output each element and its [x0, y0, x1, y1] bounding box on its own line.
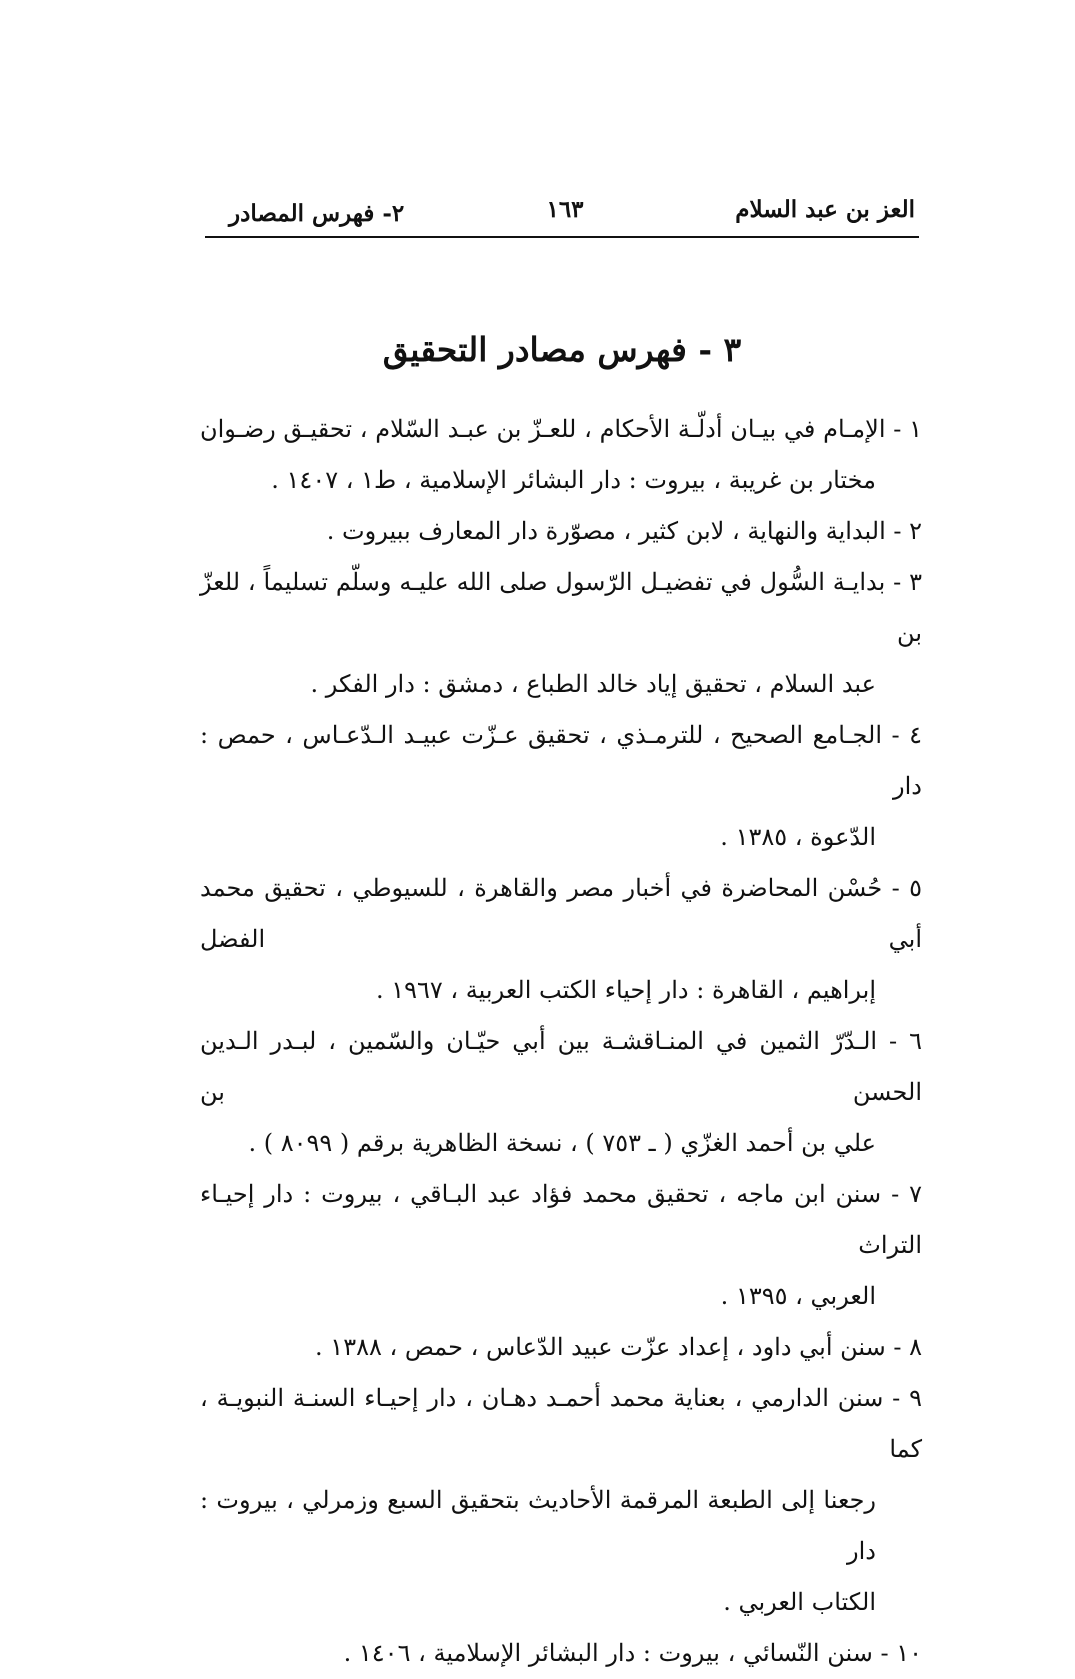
entry-number: ٣	[909, 568, 922, 596]
entry-number: ٢	[909, 517, 922, 545]
entry-number: ٨	[909, 1333, 922, 1361]
entry-text: - الجـامع الصحيح ، للترمـذي ، تحقيق عـزّت عبيـد الـدّعـاس ، حمص : دار	[200, 721, 922, 800]
entry-text: - البداية والنهاية ، لابن كثير ، مصوّرة دار المعارف ببيروت .	[326, 517, 910, 545]
entry-continuation: الكتاب العربي .	[723, 1588, 876, 1616]
entry-number: ١	[909, 415, 923, 443]
entry-continuation: إبراهيم ، القاهرة : دار إحياء الكتب العربية ، ١٩٦٧ .	[375, 976, 876, 1004]
entry-continuation: الدّعوة ، ١٣٨٥ .	[720, 823, 876, 851]
page-number: ١٦٣	[546, 196, 584, 223]
bibliography-entry	[200, 1322, 922, 1373]
entry-continuation: العربي ، ١٣٩٥ .	[720, 1282, 876, 1310]
bibliography-entry	[200, 404, 922, 506]
entry-text: - سنن ابن ماجه ، تحقيق محمد فؤاد عبد البـاقي ، بيروت : دار إحيـاء التراث	[200, 1180, 922, 1259]
bibliography-entry	[200, 863, 922, 1016]
entry-text: - حُسْن المحاضرة في أخبار مصر والقاهرة ، للسيوطي ، تحقيق محمد أبي الفضل	[200, 874, 922, 953]
book-title: العز بن عبد السلام	[735, 196, 915, 223]
running-head	[205, 190, 919, 234]
entry-continuation: علي بن أحمد الغزّي ( ـ ٧٥٣ ) ، نسخة الظاهرية برقم ( ٨٠٩٩ ) .	[248, 1129, 876, 1157]
entry-number: ٦	[909, 1027, 922, 1055]
bibliography-entry	[200, 557, 922, 710]
entry-number: ٤	[909, 721, 922, 749]
section-title: ٢- فهرس المصادر	[229, 200, 405, 227]
entry-number: ١٠	[896, 1639, 922, 1667]
header-rule	[205, 236, 919, 238]
entry-text: - الـدّرّ الثمين في المنـاقشـة بين أبي حيّـان والسّمين ، لبـدر الـدين الحسن بن	[200, 1027, 922, 1106]
entry-continuation: عبد السلام ، تحقيق إياد خالد الطباع ، دمشق : دار الفكر .	[310, 670, 876, 698]
bibliography-entry	[200, 1628, 922, 1679]
entry-continuation: مختار بن غريبة ، بيروت : دار البشائر الإسلامية ، ط١ ، ١٤٠٧ .	[271, 466, 876, 494]
bibliography-list	[200, 404, 922, 1679]
entry-number: ٧	[909, 1180, 922, 1208]
entry-continuation: رجعنا إلى الطبعة المرقمة الأحاديث بتحقيق السبع وزمرلي ، بيروت : دار	[200, 1486, 876, 1565]
entry-number: ٩	[909, 1384, 922, 1412]
entry-text: - سنن النّسائي ، بيروت : دار البشائر الإسلامية ، ١٤٠٦ .	[343, 1639, 897, 1667]
entry-text: - الإمـام في بيـان أدلّـة الأحكام ، للعـزّ بن عبـد السّلام ، تحقيـق رضـوان	[200, 415, 910, 443]
bibliography-entry	[200, 1016, 922, 1169]
entry-text: - سنن الدارمي ، بعناية محمد أحمـد دهـان ، دار إحيـاء السنـة النبويـة ، كما	[200, 1384, 922, 1463]
entry-text: - بدايـة السُّول في تفضيـل الرّسول صلى الله عليـه وسلّم تسليماً ، للعزّ بن	[200, 568, 922, 647]
bibliography-entry	[200, 1169, 922, 1322]
entry-text: - سنن أبي داود ، إعداد عزّت عبيد الدّعاس ، حمص ، ١٣٨٨ .	[315, 1333, 910, 1361]
bibliography-entry	[200, 506, 922, 557]
bibliography-entry	[200, 710, 922, 863]
entry-number: ٥	[909, 874, 922, 902]
page-title: ٣ - فهرس مصادر التحقيق	[382, 330, 742, 369]
bibliography-entry	[200, 1373, 922, 1628]
